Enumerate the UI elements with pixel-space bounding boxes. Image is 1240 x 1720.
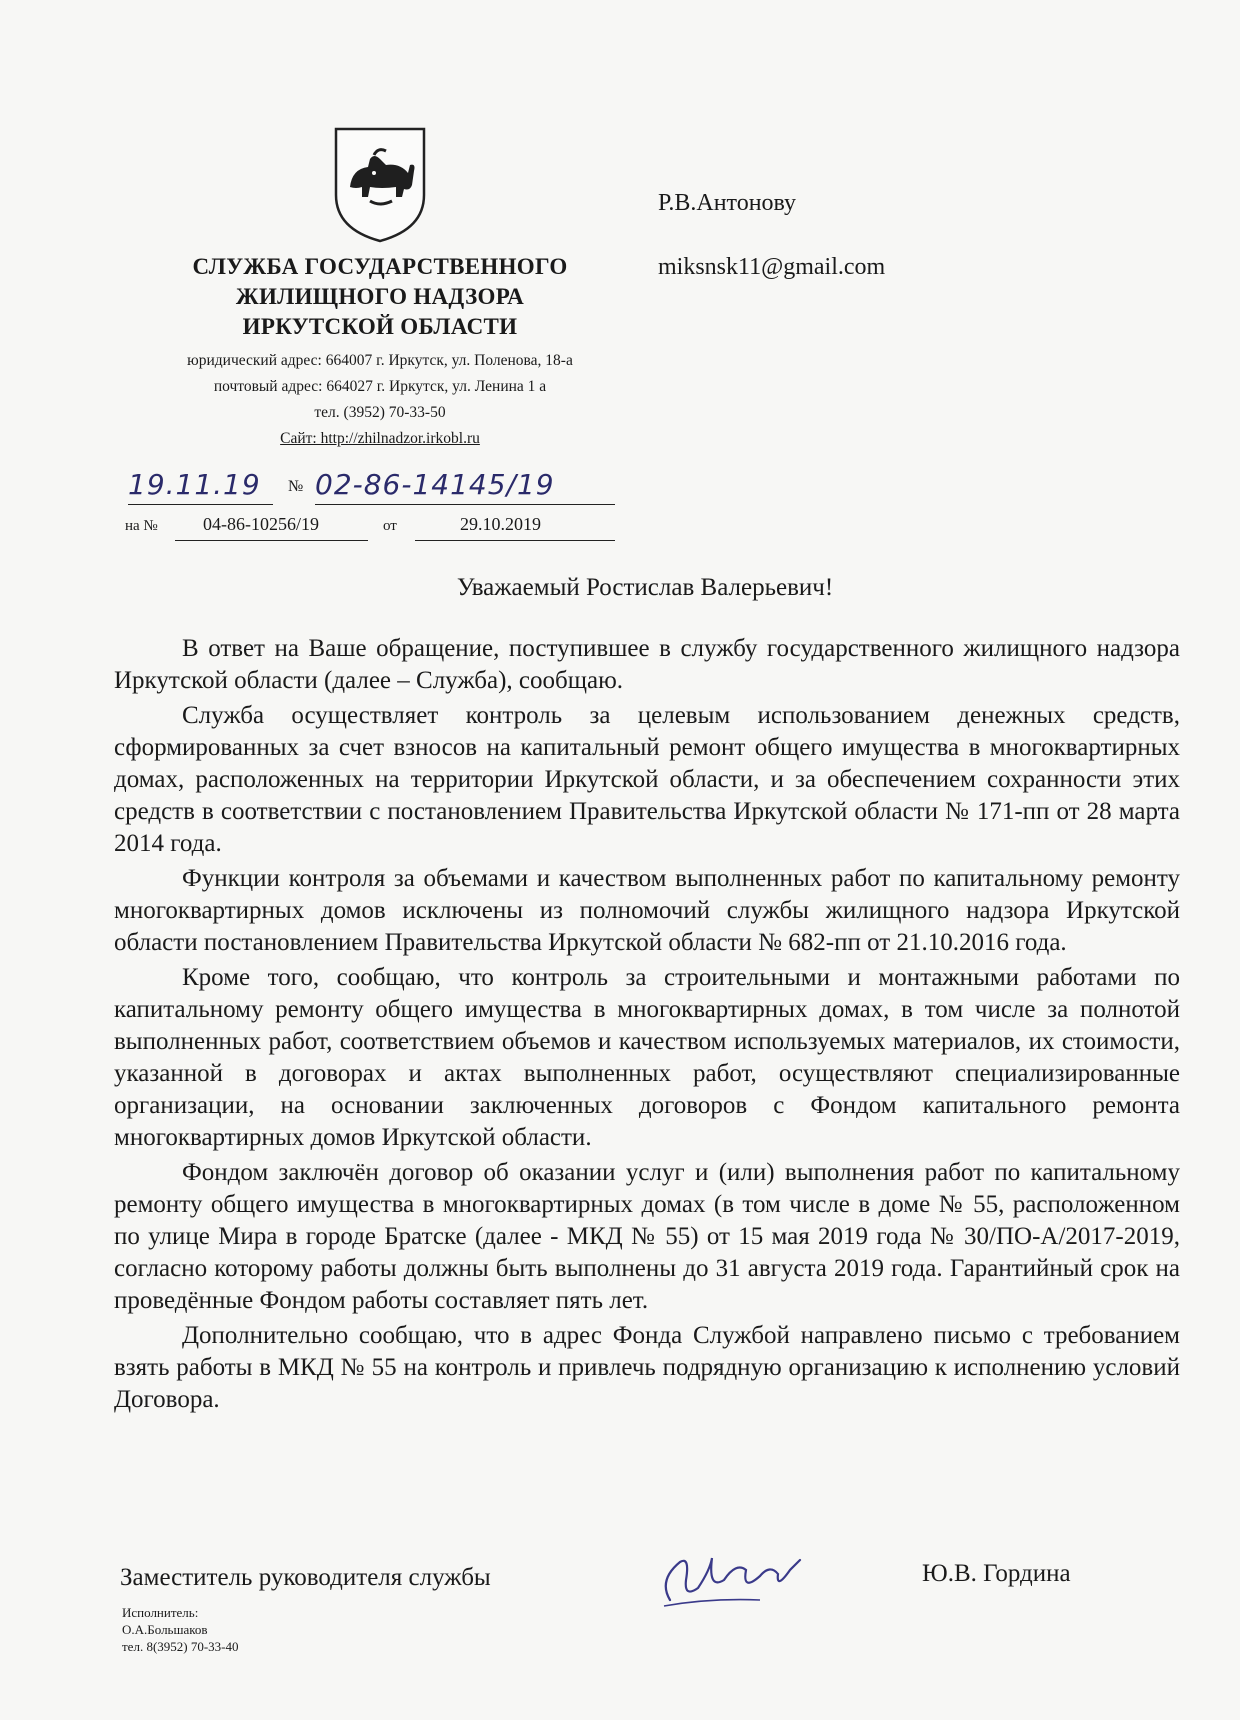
reference-date: 29.10.2019 xyxy=(460,514,541,534)
org-line: СЛУЖБА ГОСУДАРСТВЕННОГО xyxy=(192,254,568,279)
paragraph: Служба осуществляет контроль за целевым использованием денежных средств, сформированных за счет взносов на капитальный ремонт общего имущества в многоквартирных домах, расположенных на территории Иркутской области, и за обеспечением сохранности этих средств в соответствии с постановлением Правительства Иркутской области № 171-пп от 28 марта 2014 года. xyxy=(114,702,1180,857)
number-sign: № xyxy=(288,478,304,495)
outgoing-date: 19.11.19 xyxy=(128,468,261,501)
executor-label: Исполнитель: xyxy=(122,1605,199,1620)
signatory-name: Ю.В. Гордина xyxy=(922,1560,1071,1587)
outgoing-registration xyxy=(128,468,618,508)
legal-address: юридический адрес: 664007 г. Иркутск, ул. Поленова, 18-а xyxy=(187,352,573,369)
coat-of-arms-icon xyxy=(330,125,430,245)
executor-name: О.А.Большаков xyxy=(122,1622,208,1637)
signature-icon xyxy=(650,1540,830,1620)
paragraph: В ответ на Ваше обращение, поступившее в службу государственного жилищного надзора Иркутской области (далее – Служба), сообщаю. xyxy=(114,635,1180,694)
paragraph: Кроме того, сообщаю, что контроль за строительными и монтажными работами по капитальному ремонту общего имущества в многоквартирных домах, в том числе за полнотой выполненных работ, соответствием объемов и качеством используемых материалов, их стоимости, указанной в договорах и актах выполненных работ, осуществляют специализированные организации, на основании заключенных договоров с Фондом капитального ремонта многоквартирных домов Иркутской области. xyxy=(114,964,1180,1151)
executor-block xyxy=(122,1604,239,1655)
reference-label: на № xyxy=(125,518,158,534)
recipient-name: Р.В.Антонову xyxy=(658,190,797,216)
incoming-reference xyxy=(125,512,625,546)
salutation: Уважаемый Ростислав Валерьевич! xyxy=(456,574,834,601)
reference-number: 04-86-10256/19 xyxy=(203,514,319,534)
underline xyxy=(415,540,615,541)
org-phone: тел. (3952) 70-33-50 xyxy=(314,404,446,421)
organization-name xyxy=(130,252,630,342)
recipient-email: miksnsk11@gmail.com xyxy=(658,254,886,280)
org-site: Сайт: http://zhilnadzor.irkobl.ru xyxy=(280,430,480,447)
underline xyxy=(128,504,273,505)
outgoing-number: 02-86-14145/19 xyxy=(315,468,555,501)
paragraph: Фондом заключён договор об оказании услуг и (или) выполнения работ по капитальному ремонту общего имущества в многоквартирных домах (в том числе в доме № 55, расположенном по улице Мира в городе Братске (далее - МКД № 55) от 15 мая 2019 года № 30/ПО-А/2017-2019, согласно которому работы должны быть выполнены до 31 августа 2019 года. Гарантийный срок на проведённые Фондом работы составляет пять лет. xyxy=(114,1159,1180,1314)
letter-body xyxy=(114,633,1180,1419)
signatory-title: Заместитель руководителя службы xyxy=(120,1564,491,1591)
reference-date-label: от xyxy=(383,518,397,534)
org-line: ИРКУТСКОЙ ОБЛАСТИ xyxy=(242,314,518,339)
postal-address: почтовый адрес: 664027 г. Иркутск, ул. Ленина 1 а xyxy=(213,378,547,395)
underline xyxy=(175,540,368,541)
underline xyxy=(315,504,615,505)
executor-phone: тел. 8(3952) 70-33-40 xyxy=(122,1639,239,1654)
organization-contacts xyxy=(100,348,660,452)
paragraph: Функции контроля за объемами и качеством выполненных работ по капитальному ремонту многоквартирных домов исключены из полномочий службы жилищного надзора Иркутской области постановлением Правительства Иркутской области № 682-пп от 21.10.2016 года. xyxy=(114,865,1180,956)
org-line: ЖИЛИЩНОГО НАДЗОРА xyxy=(235,284,525,309)
paragraph: Дополнительно сообщаю, что в адрес Фонда Службой направлено письмо с требованием взять работы в МКД № 55 на контроль и привлечь подрядную организацию к исполнению условий Договора. xyxy=(114,1322,1180,1413)
